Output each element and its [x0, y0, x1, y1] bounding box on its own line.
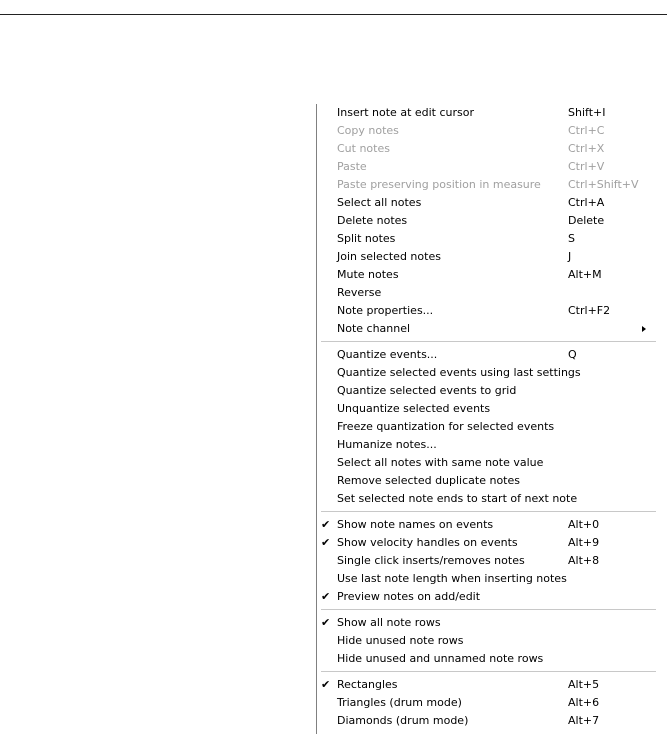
- menu-item-show-velocity-handles-on-events[interactable]: [317, 534, 667, 552]
- menu-item-quantize-selected-events-to-grid[interactable]: [317, 382, 667, 400]
- menu-item-diamonds-drum-mode[interactable]: [317, 712, 667, 730]
- menu-item-insert-note-at-edit-cursor[interactable]: [317, 104, 667, 122]
- menu-item-rectangles[interactable]: [317, 676, 667, 694]
- checkmark-icon: ✔: [321, 590, 331, 603]
- menu-item-cut-notes[interactable]: [317, 140, 667, 158]
- menu-item-label: Humanize notes...: [337, 438, 437, 451]
- menu-item-shortcut: Alt+8: [568, 554, 600, 567]
- menu-item-shortcut: Delete: [568, 214, 605, 227]
- menu-item-label: Note properties...: [337, 304, 434, 317]
- menu-separator: [317, 338, 667, 346]
- menu-item-label: Hide unused note rows: [337, 634, 464, 647]
- menu-item-triangles-drum-mode[interactable]: [317, 694, 667, 712]
- menu-item-label: Mute notes: [337, 268, 399, 281]
- menu-item-shortcut: Ctrl+X: [568, 142, 605, 155]
- checkmark-icon: ✔: [321, 536, 331, 549]
- menu-item-label: Quantize selected events to grid: [337, 384, 517, 397]
- checkmark-icon: ✔: [321, 616, 331, 629]
- menu-item-delete-notes[interactable]: [317, 212, 667, 230]
- menu-item-select-all-notes[interactable]: [317, 194, 667, 212]
- menu-item-hide-unused-and-unnamed-note-rows[interactable]: [317, 650, 667, 668]
- menu-item-label: Rectangles: [337, 678, 398, 691]
- menu-item-label: Delete notes: [337, 214, 408, 227]
- menu-item-label: Preview notes on add/edit: [337, 590, 481, 603]
- menu-separator: [317, 668, 667, 676]
- menu-item-label: Use last note length when inserting notes: [337, 572, 567, 585]
- menu-item-remove-selected-duplicate-notes[interactable]: [317, 472, 667, 490]
- menu-item-label: Show all note rows: [337, 616, 441, 629]
- menu-item-shortcut: Ctrl+C: [568, 124, 605, 137]
- menu-item-single-click-inserts-removes-notes[interactable]: [317, 552, 667, 570]
- menu-item-shortcut: S: [568, 232, 575, 245]
- menu-item-shortcut: Ctrl+A: [568, 196, 605, 209]
- menu-item-unquantize-selected-events[interactable]: [317, 400, 667, 418]
- menu-item-freeze-quantization-for-selected-events[interactable]: [317, 418, 667, 436]
- menu-item-set-selected-note-ends-to-start-of-next-note[interactable]: [317, 490, 667, 508]
- menu-item-shortcut: Ctrl+V: [568, 160, 605, 173]
- menu-item-shortcut: Alt+0: [568, 518, 600, 531]
- menu-item-select-all-notes-with-same-note-value[interactable]: [317, 454, 667, 472]
- menu-item-label: Insert note at edit cursor: [337, 106, 475, 119]
- menu-item-label: Show note names on events: [337, 518, 494, 531]
- menu-item-copy-notes[interactable]: [317, 122, 667, 140]
- menu-item-shortcut: Shift+I: [568, 106, 606, 119]
- menu-item-humanize-notes[interactable]: [317, 436, 667, 454]
- submenu-arrow-icon: [642, 326, 646, 332]
- menu-item-label: Single click inserts/removes notes: [337, 554, 525, 567]
- menu-item-label: Hide unused and unnamed note rows: [337, 652, 544, 665]
- menu-item-shortcut: Alt+6: [568, 696, 600, 709]
- checkmark-icon: ✔: [321, 518, 331, 531]
- menu-item-note-properties[interactable]: [317, 302, 667, 320]
- menu-item-label: Paste: [337, 160, 367, 173]
- midi-context-menu: [316, 104, 667, 734]
- menu-separator: [317, 606, 667, 614]
- menu-item-show-note-names-on-events[interactable]: [317, 516, 667, 534]
- menu-item-mute-notes[interactable]: [317, 266, 667, 284]
- menu-group-quantize: [317, 346, 667, 508]
- menu-item-hide-unused-note-rows[interactable]: [317, 632, 667, 650]
- menu-item-label: Select all notes with same note value: [337, 456, 544, 469]
- menu-item-label: Diamonds (drum mode): [337, 714, 469, 727]
- menu-item-label: Set selected note ends to start of next note: [337, 492, 578, 505]
- menu-item-label: Join selected notes: [337, 250, 441, 263]
- menu-item-label: Remove selected duplicate notes: [337, 474, 520, 487]
- menu-item-join-selected-notes[interactable]: [317, 248, 667, 266]
- menu-item-shortcut: Ctrl+F2: [568, 304, 611, 317]
- menu-item-shortcut: Alt+9: [568, 536, 600, 549]
- menu-item-shortcut: Q: [568, 348, 577, 361]
- menu-separator: [317, 508, 667, 516]
- menu-item-preview-notes-on-add-edit[interactable]: [317, 588, 667, 606]
- menu-item-quantize-selected-events-using-last-settings[interactable]: [317, 364, 667, 382]
- menu-item-label: Cut notes: [337, 142, 390, 155]
- menu-item-label: Quantize events...: [337, 348, 438, 361]
- menu-item-shortcut: Alt+M: [568, 268, 602, 281]
- menu-item-quantize-events[interactable]: [317, 346, 667, 364]
- menu-item-label: Reverse: [337, 286, 382, 299]
- menu-item-label: Copy notes: [337, 124, 399, 137]
- checkmark-icon: ✔: [321, 678, 331, 691]
- menu-group-editing: [317, 104, 667, 338]
- menu-item-use-last-note-length-when-inserting-notes[interactable]: [317, 570, 667, 588]
- menu-item-shortcut: Ctrl+Shift+V: [568, 178, 639, 191]
- menu-item-shortcut: J: [568, 250, 572, 263]
- menu-item-shortcut: Alt+5: [568, 678, 600, 691]
- menu-item-label: Unquantize selected events: [337, 402, 491, 415]
- menu-item-label: Quantize selected events using last settings: [337, 366, 581, 379]
- menu-group-note-rows: [317, 614, 667, 668]
- menu-item-label: Split notes: [337, 232, 396, 245]
- menu-group-display-options: [317, 516, 667, 606]
- menu-item-paste-preserving-position-in-measure[interactable]: [317, 176, 667, 194]
- menu-item-label: Select all notes: [337, 196, 422, 209]
- menu-item-label: Paste preserving position in measure: [337, 178, 541, 191]
- menu-item-split-notes[interactable]: [317, 230, 667, 248]
- page-top-rule: [0, 14, 667, 15]
- menu-item-label: Triangles (drum mode): [337, 696, 462, 709]
- menu-item-label: Show velocity handles on events: [337, 536, 518, 549]
- menu-item-shortcut: Alt+7: [568, 714, 600, 727]
- menu-item-reverse[interactable]: [317, 284, 667, 302]
- menu-item-label: Note channel: [337, 322, 411, 335]
- menu-item-paste[interactable]: [317, 158, 667, 176]
- menu-group-note-shape: [317, 676, 667, 730]
- menu-item-show-all-note-rows[interactable]: [317, 614, 667, 632]
- menu-item-label: Freeze quantization for selected events: [337, 420, 555, 433]
- menu-item-note-channel[interactable]: [317, 320, 667, 338]
